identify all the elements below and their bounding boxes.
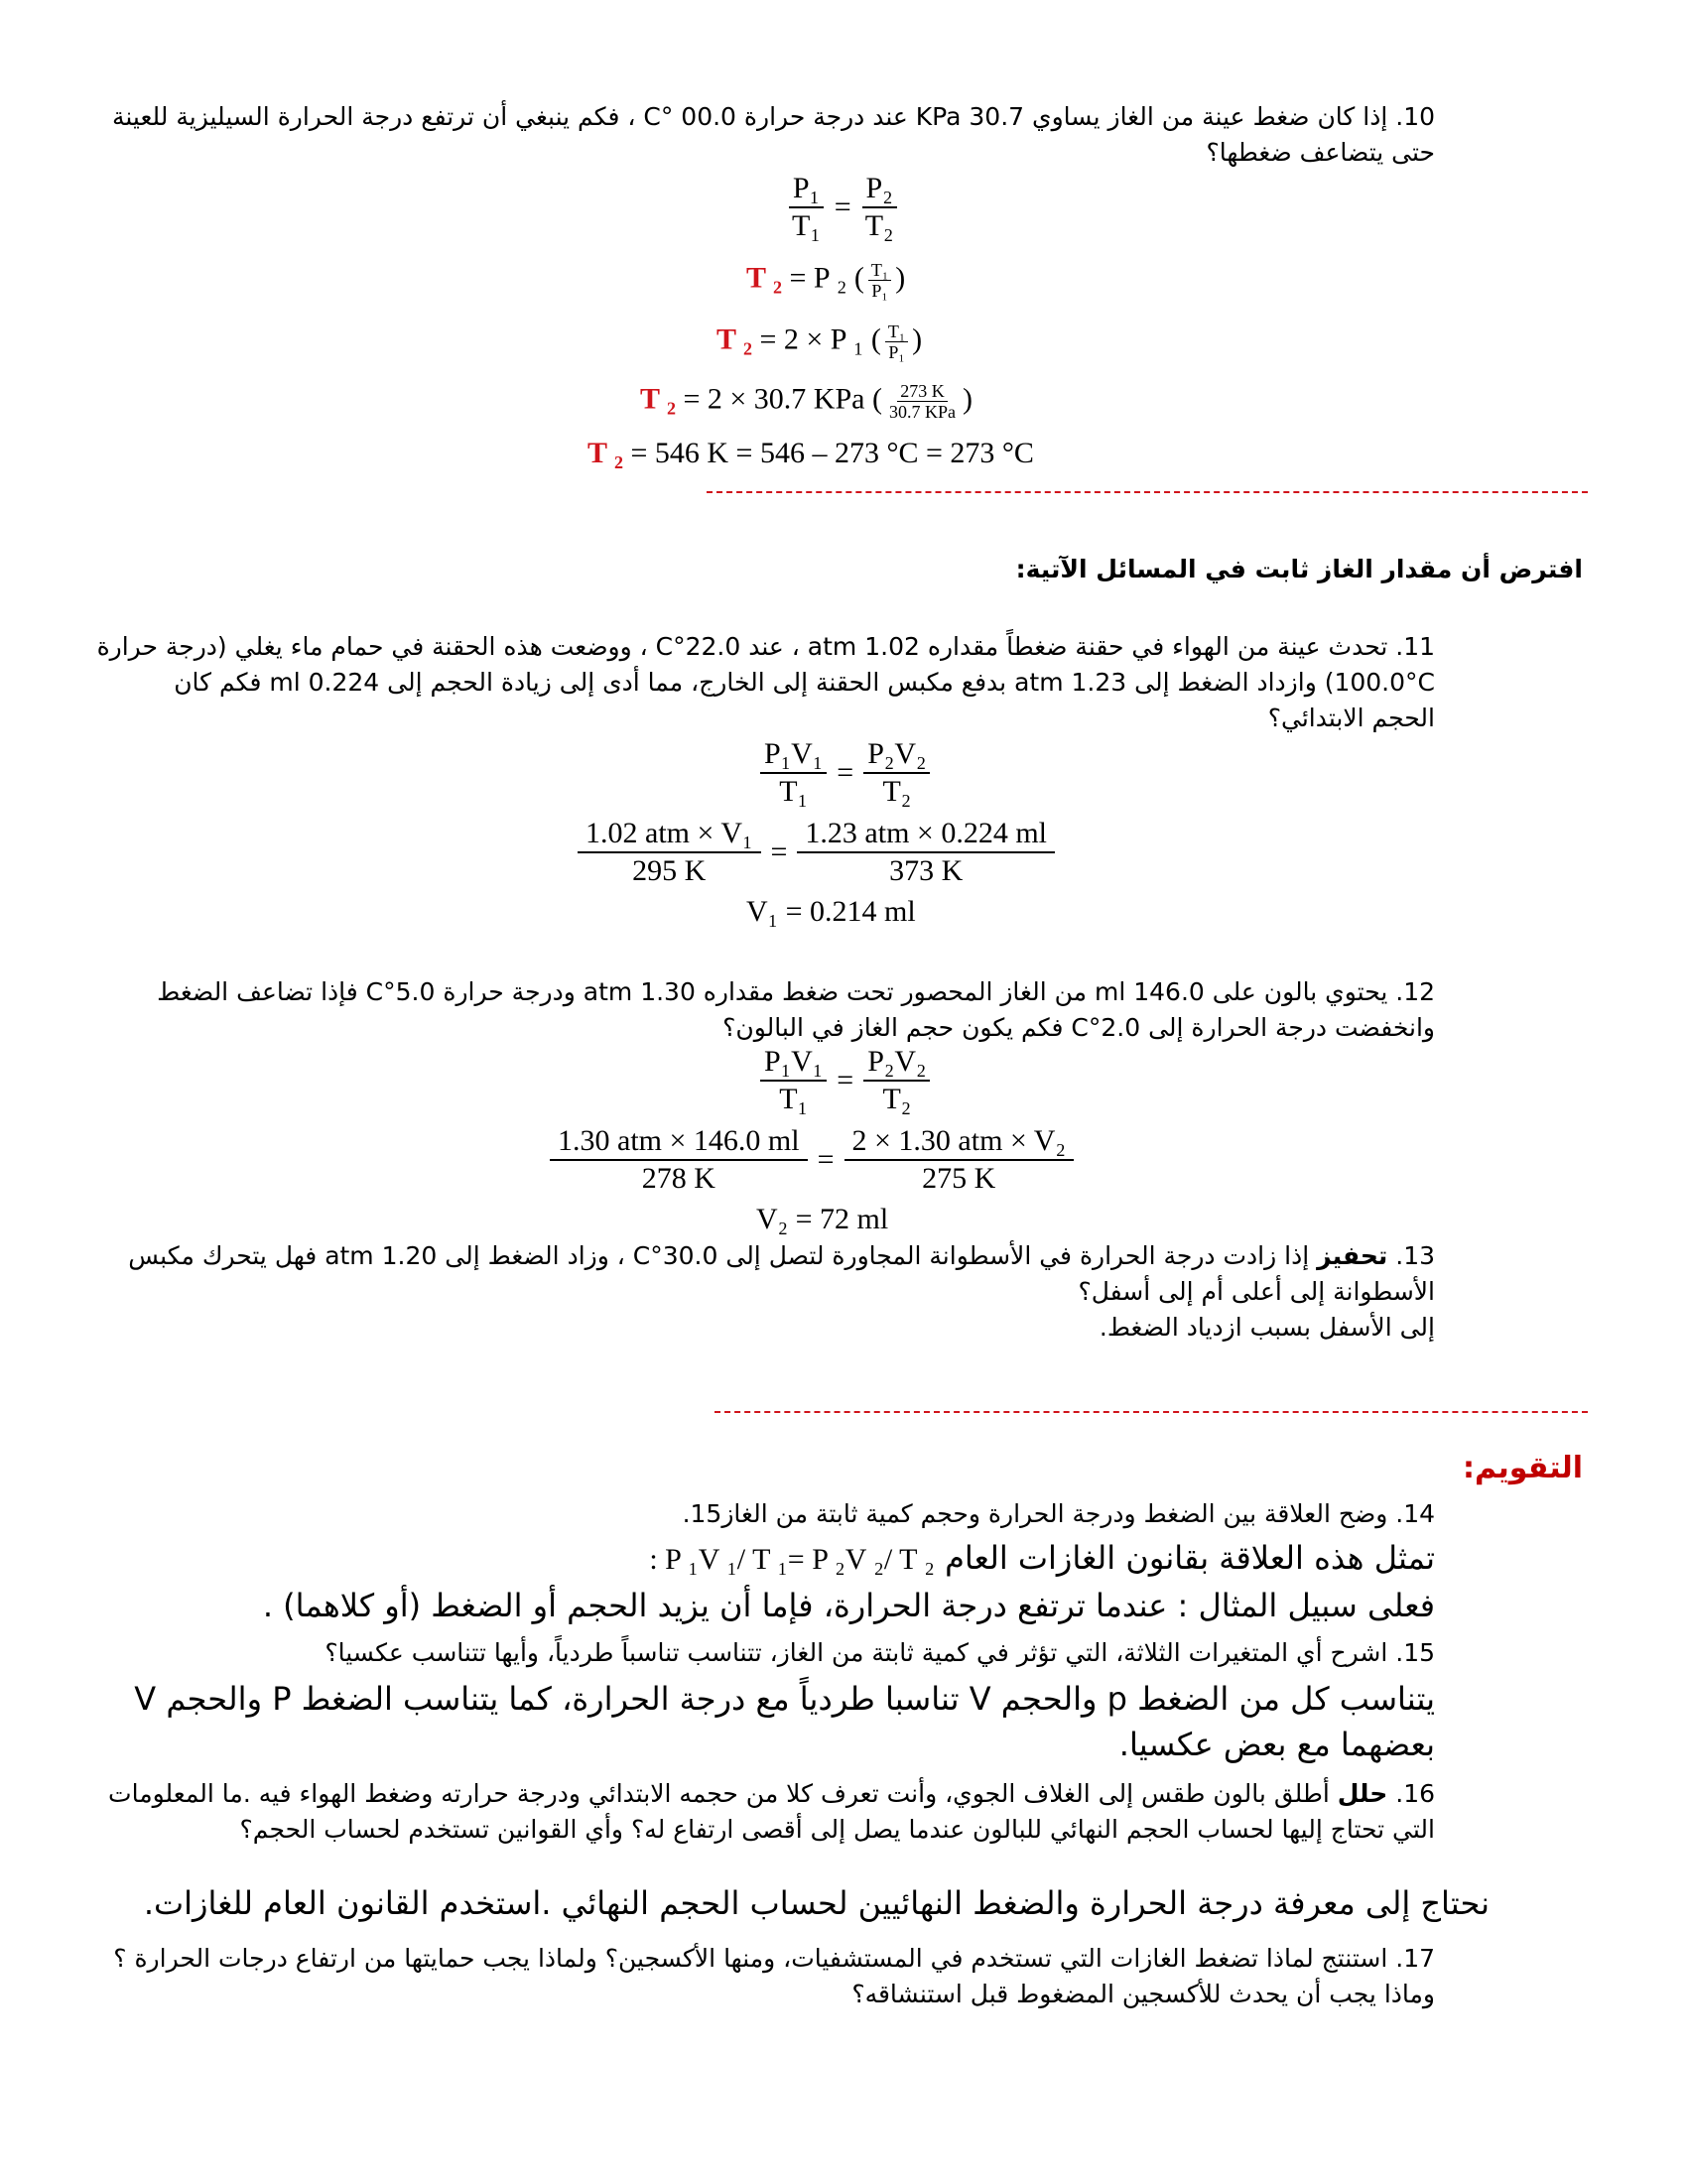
- q10-eq1-n1: P₁: [789, 171, 824, 208]
- q12-eq1-d1: T₁: [779, 1083, 809, 1115]
- q11-result: V₁ = 0.214 ml: [746, 895, 916, 928]
- q10-eq4-fd: 30.7 KPa: [888, 402, 956, 422]
- q12-text-line2: وانخفضت درجة الحرارة إلى 2.0°C فكم يكون حجم الغاز في البالون؟: [722, 1013, 1435, 1042]
- q16-number: 16.: [1387, 1779, 1435, 1808]
- q16-label: حلل: [1337, 1779, 1388, 1808]
- q14-formula: : P ₁V ₁/ T ₁= P ₂V ₂/ T ₂: [649, 1543, 935, 1576]
- assume-heading: افترض أن مقدار الغاز ثابت في المسائل الآتية:: [1015, 555, 1583, 583]
- q15-text-line2: يتناسب كل من الضغط p والحجم V تناسبا طردياً مع درجة الحرارة، كما يتناسب الضغط P والحجم V: [134, 1680, 1435, 1718]
- q10-eq5-lhs: T ₂: [587, 437, 623, 469]
- q11-eq2-n1: 1.02 atm × V₁: [578, 816, 761, 853]
- q10-eq2-post: ): [895, 261, 906, 295]
- q12-eq2-n1: 1.30 atm × 146.0 ml: [550, 1123, 808, 1161]
- q11-text-line2: 100.0°C) وازداد الضغط إلى 1.23 atm بدفع مكبس الحقنة إلى الخارج، مما أدى إلى زيادة الحجم إلى 0.224 ml فكم كان: [174, 668, 1435, 697]
- section-divider-2: [714, 1411, 1588, 1413]
- q10-eq2-fd: P₁: [871, 281, 888, 301]
- q11-eq2-d1: 295 K: [632, 854, 707, 887]
- q16-text-line2: التي تحتاج إليها لحساب الحجم النهائي للبالون عندما يصل إلى أقصى ارتفاع له؟ وأي القوانين تستخدم لحساب الحجم؟: [239, 1815, 1435, 1844]
- q10-eq2-lhs: T ₂: [746, 261, 782, 295]
- q11-eq1-d1: T₁: [779, 775, 809, 808]
- q11-text-line1: 11. تحدث عينة من الهواء في حقنة ضغطاً مقداره 1.02 atm ، عند 22.0°C ، ووضعت هذه الحقنة في حمام ماء يغلي (درجة حرارة: [96, 632, 1435, 661]
- q12-eq2-n2: 2 × 1.30 atm × V₂: [844, 1123, 1074, 1161]
- q10-eq1-d2: T₂: [864, 209, 894, 242]
- q13-text: إذا زادت درجة الحرارة في الأسطوانة المجاورة لتصل إلى 30.0°C ، وزاد الضغط إلى 1.20 atm فهل يتحرك مكبس: [128, 1241, 1318, 1270]
- q13-text-line1: [46, 1238, 1435, 1274]
- q10-eq3-pre: = 2 × P ₁ (: [759, 322, 881, 356]
- q15-text-line1: 15. اشرح أي المتغيرات الثلاثة، التي تؤثر في كمية ثابتة من الغاز، تتناسب تناسباً طردياً، وأيها تتناسب عكسيا؟: [325, 1638, 1435, 1667]
- q10-eq4-pre: = 2 × 30.7 KPa (: [683, 382, 882, 416]
- q14-relation-text: تمثل هذه العلاقة بقانون الغازات العام: [945, 1539, 1435, 1577]
- q10-eq2-pre: = P ₂ (: [789, 261, 864, 295]
- q14-text-line2: [46, 1536, 1435, 1582]
- q10-eq4-fn: 273 K: [897, 381, 948, 402]
- section-divider-1: [707, 491, 1588, 493]
- q11-eq1-n1: P₁V₁: [760, 736, 827, 774]
- q10-text-line2: حتى يتضاعف ضغطها؟: [1206, 138, 1435, 167]
- q12-eq2-d1: 278 K: [641, 1162, 715, 1195]
- q10-equation-3: [716, 321, 922, 362]
- q16-text: أطلق بالون طقس إلى الغلاف الجوي، وأنت تعرف كلا من حجمه الابتدائي ودرجة حرارته وضغط الهواء فيه .ما المعلومات: [108, 1779, 1338, 1808]
- q10-eq3-fd: P₁: [888, 342, 905, 362]
- q10-eq3-post: ): [912, 322, 923, 356]
- q11-eq2-d2: 373 K: [889, 854, 964, 887]
- q10-eq5-rhs: = 546 K = 546 – 273 °C = 273 °C: [630, 437, 1034, 469]
- q10-text-line1: 10. إذا كان ضغط عينة من الغاز يساوي 30.7 KPa عند درجة حرارة 00.0 °C ، فكم ينبغي أن ترتفع درجة الحرارة السيليزية للعينة: [111, 102, 1435, 131]
- q10-eq4-post: ): [962, 382, 973, 416]
- q12-result: V₂ = 72 ml: [756, 1203, 889, 1235]
- q12-equation-2: $\frac{\text{1.30 atm × 146.0 ml}}{278 K}$ = $\frac{\text{2 × 1.30 atm × V₂}}{275 K}$: [546, 1123, 1078, 1197]
- q11-eq1-n2: P₂V₂: [863, 736, 930, 774]
- q10-eq2-fn: T₁: [868, 260, 891, 281]
- q17-text-line2: وماذا يجب أن يحدث للأكسجين المضغوط قبل استنشاقه؟: [851, 1980, 1435, 2008]
- q10-eq1-n2: P₂: [862, 171, 897, 208]
- q16-answer: نحتاج إلى معرفة درجة الحرارة والضغط النهائيين لحساب الحجم النهائي .استخدم القانون العام للغازات.: [143, 1884, 1490, 1922]
- q12-eq2-d2: 275 K: [922, 1162, 996, 1195]
- evaluation-heading: التقويم:: [1463, 1451, 1583, 1485]
- q10-equation-4: [640, 381, 973, 422]
- q16-text-line1: [46, 1776, 1435, 1812]
- q17-text-line1: 17. استنتج لماذا تضغط الغازات التي تستخدم في المستشفيات، ومنها الأكسجين؟ ولماذا يجب حمايتها من ارتفاع درجات الحرارة ؟: [113, 1944, 1435, 1973]
- q12-eq1-n1: P₁V₁: [760, 1044, 827, 1082]
- q10-equation-1: $\frac{\text{P₁}}{\text{T₁}}$ = $\frac{\text{P₂}}{\text{T₂}}$: [784, 171, 902, 244]
- q10-eq3-fn: T₁: [885, 321, 908, 342]
- q10-eq3-lhs: T ₂: [716, 322, 752, 356]
- q11-equation-1: $\frac{\text{P₁V₁}}{\text{T₁}}$ = $\frac{\text{P₂V₂}}{\text{T₂}}$: [756, 736, 934, 810]
- q13-answer: إلى الأسفل بسبب ازدياد الضغط.: [1099, 1313, 1435, 1342]
- q11-equation-2: $\frac{\text{1.02 atm × V₁}}{295 K}$ = $\frac{\text{1.23 atm × 0.224 ml}}{373 K}$: [574, 816, 1059, 889]
- q12-eq1-d2: T₂: [882, 1083, 912, 1115]
- q14-text-line1: 14. وضح العلاقة بين الضغط ودرجة الحرارة وحجم كمية ثابتة من الغاز15.: [682, 1499, 1435, 1528]
- q11-eq1-d2: T₂: [882, 775, 912, 808]
- q11-eq2-n2: 1.23 atm × 0.224 ml: [797, 816, 1055, 853]
- q15-text-line3: بعضهما مع بعض عكسيا.: [1118, 1726, 1435, 1763]
- q11-text-line3: الحجم الابتدائي؟: [1267, 704, 1435, 732]
- q13-text-line2: الأسطوانة إلى أعلى أم إلى أسفل؟: [1078, 1277, 1435, 1306]
- q10-eq1-d1: T₁: [792, 209, 821, 242]
- q14-text-line3: فعلى سبيل المثال : عندما ترتفع درجة الحرارة، فإما أن يزيد الحجم أو الضغط (أو كلاهما) .: [262, 1587, 1435, 1624]
- q10-eq4-lhs: T ₂: [640, 382, 676, 416]
- q12-equation-1: $\frac{\text{P₁V₁}}{\text{T₁}}$ = $\frac{\text{P₂V₂}}{\text{T₂}}$: [756, 1044, 934, 1117]
- q10-equation-2: [746, 260, 905, 301]
- q12-text-line1: 12. يحتوي بالون على 146.0 ml من الغاز المحصور تحت ضغط مقداره 1.30 atm ودرجة حرارة 5.0°C فإذا تضاعف الضغط: [157, 977, 1435, 1006]
- q13-number: 13.: [1387, 1241, 1435, 1270]
- q12-eq1-n2: P₂V₂: [863, 1044, 930, 1082]
- q13-label: تحفيز: [1317, 1241, 1388, 1270]
- q10-equation-5: [587, 437, 1034, 470]
